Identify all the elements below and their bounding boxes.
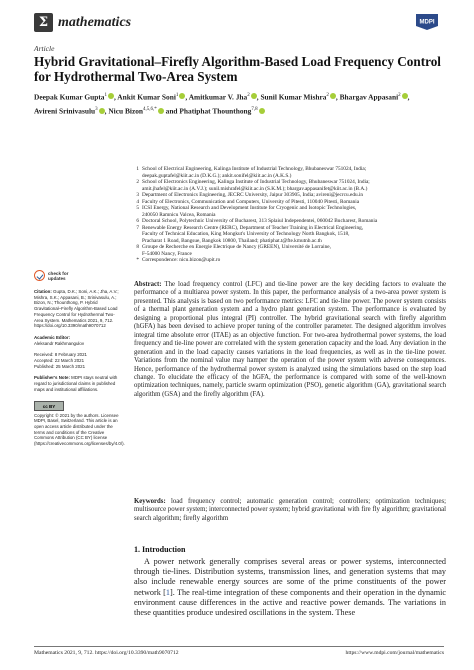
received-date: Received: 8 February 2021	[34, 352, 87, 358]
affiliation-line: Department of Electronics Engineering, JECRC University, Jaipur 303905, India; avireni@jecrcu.edu.in	[142, 192, 364, 198]
affiliation-item	[134, 257, 446, 264]
author-list	[34, 89, 444, 118]
affiliation-text	[142, 179, 446, 192]
citation-link[interactable]: 1	[165, 587, 170, 597]
footer-divider	[34, 646, 444, 647]
keywords-label: Keywords:	[134, 498, 166, 505]
abstract	[134, 281, 446, 399]
citation-label: Citation:	[34, 289, 52, 294]
journal-logo-icon: Σ	[34, 13, 53, 32]
author-affiliation-marker: 2	[398, 93, 401, 98]
author-affiliation-marker: 7,8	[251, 107, 258, 113]
author-affiliation-marker: 1	[175, 93, 179, 98]
author-name[interactable]: Avireni Srinivasulu	[34, 106, 96, 116]
affiliation-line: deepak.guptafel@kiit.ac.in (D.K.G.); ankit.sonifel@kiit.ac.in (A.K.S.)	[142, 172, 292, 179]
orcid-icon[interactable]	[259, 108, 265, 114]
affiliation-number: 3	[136, 192, 139, 198]
author-name[interactable]: Ankit Kumar Soni	[117, 92, 176, 102]
affiliation-line: amit.jhafel@kiit.ac.in (A.V.J.); sunil.mishrafel@kiit.ac.in (S.K.M.); bhargav.appasanifet@kiit.ac.in (B.A.)	[142, 185, 368, 192]
author-affiliation-marker: 4,5,6,*	[143, 107, 157, 113]
affiliation-item	[134, 205, 446, 218]
intro-text-1: A power network generally comprises several areas or power systems, interconnected through tie-lines. Distribution systems, transmission lines, and generation systems that may also include renewable energy sources are some of the prime constituents of the power network [	[134, 557, 446, 597]
abstract-text: The load frequency control (LFC) and tie-line power are the key deciding factors to evaluate the performance of a multiarea power system. In this paper, the performance analysis of a two-area power system is presented. This analysis is based on two performance metrics: LFC and tie-line power. The power system consists of a thermal plant generation system and a hydro plant generation system. The performance is evaluated by designing a proportional plus integral (PI) controller. The hybrid gravitational search with firefly algorithm (hGFA) has been devised to achieve proper tuning of the controller parameter. The designed algorithm involves integral time absolute error (ITAE) as an objective function. For two-area hydrothermal power systems, the load frequency and tie-line power are correlated with the system generation capacity and the load. Any deviation in the generation and in the load capacity causes variations in the load frequencies, as well as in the tie-line power. Variations from the nominal value may hamper the operation of the power system with adverse consequences. Hence, performance of the hydrothermal power system is analyzed using the simulations based on the step load change. To elucidate the efficacy of the hGFA, the performance is compared with some of the well-known optimization techniques, namely, particle swarm optimization (PSO), genetic algorithm (GA), gravitational search algorithm (GSA) and the firefly algorithm (FA).	[134, 281, 447, 398]
affiliation-text	[142, 166, 446, 179]
mdpi-logo-icon	[412, 12, 442, 32]
affiliation-number: 5	[136, 205, 139, 211]
journal-name[interactable]: mathematics	[58, 15, 132, 30]
affiliation-line: Groupe de Recherche en Energie Electrique de Nancy (GREEN), Université de Lorraine,	[142, 244, 331, 250]
article-title: Hybrid Gravitational–Firefly Algorithm-Based Load Frequency Control for Hydrothermal Two-Area System	[34, 54, 441, 84]
author-name[interactable]: Phatiphat Thounthong	[179, 106, 252, 116]
keywords-text: load frequency control; automatic generation control; controllers; optimization techniques; multisource power system; interconnected power system; hybrid gravitational with fire fly algorithm; gravitational search algorithm; firefly algorithm	[134, 498, 446, 522]
accepted-date: Accepted: 22 March 2021	[34, 358, 85, 364]
author-separator: and	[163, 106, 180, 116]
affiliation-line: School of Electrical Engineering, Kalinga Institute of Industrial Technology, Bhubaneswar 751024, India;	[142, 166, 367, 172]
author-affiliation-marker: 3	[95, 107, 98, 113]
section-heading-introduction: 1. Introduction	[134, 545, 186, 554]
author-affiliation-marker: 2	[326, 93, 329, 98]
footer-journal-url[interactable]: https://www.mdpi.com/journal/mathematics	[345, 650, 444, 656]
author-affiliation-marker: 1	[104, 93, 107, 98]
affiliation-item	[134, 244, 446, 257]
publisher-note-text: MDPI stays neutral with regard to jurisdictional claims in published maps and institutional affiliations.	[34, 375, 118, 392]
author-name[interactable]: Bhargav Appasani	[339, 92, 399, 102]
citation-block	[34, 289, 122, 329]
introduction-paragraph	[134, 557, 446, 618]
author-separator: ,	[104, 106, 109, 116]
editor-name: Aleksandr Rakhmangulov	[34, 340, 85, 346]
affiliation-line: F-54000 Nancy, France	[142, 250, 192, 257]
author-name[interactable]: Sunil Kumar Mishra	[260, 92, 327, 102]
affiliation-line: Renewable Energy Research Centre (RERC), Department of Teacher Training in Electrical Engineering,	[142, 224, 364, 231]
author-separator: ,	[185, 92, 189, 102]
affiliation-text	[142, 225, 446, 245]
affiliation-number: 7	[136, 224, 139, 231]
affiliation-number: *	[136, 257, 139, 263]
check-for-updates-button[interactable]	[34, 270, 122, 281]
affiliation-item	[134, 166, 446, 179]
affiliation-item	[134, 225, 446, 245]
keywords	[134, 498, 446, 523]
author-separator: ,	[407, 92, 410, 102]
affiliations	[134, 166, 446, 264]
affiliation-number: 6	[136, 218, 139, 224]
affiliation-number: 8	[136, 244, 139, 250]
check-updates-line1: check for	[48, 270, 69, 276]
editor-block	[34, 335, 122, 346]
published-date: Published: 25 March 2021	[34, 363, 86, 369]
copyright-text: Copyright: © 2021 by the authors. Licensee MDPI, Basel, Switzerland. This article is an open access article distributed under the terms and conditions of the Creative Commons Attribution (CC BY) license (https://creativecommons.org/licenses/by/4.0/).	[34, 412, 125, 447]
author-affiliation-marker: 2	[247, 93, 250, 98]
affiliation-text	[142, 205, 446, 218]
author-separator: ,	[335, 92, 340, 102]
dates-block	[34, 352, 122, 369]
sidebar	[34, 270, 125, 447]
affiliation-text	[142, 257, 446, 264]
author-separator: ,	[114, 92, 118, 102]
check-updates-line2: updates	[48, 275, 66, 281]
mdpi-logo-text: MDPI	[419, 19, 435, 26]
cc-by-license-icon[interactable]: cc BY	[34, 401, 64, 411]
affiliation-number: 2	[136, 179, 139, 185]
affiliation-line: Doctoral School, Polytechnic University of Bucharest, 313 Splaiul Independentei, 060042 Bucharest, Romania	[142, 218, 378, 224]
affiliation-number: 1	[136, 166, 139, 172]
citation-text: Gupta, D.K.; Soni, A.K.; Jha, A.V.; Mishra, S.K.; Appasani, B.; Srinivasulu, A.; Bizon, N.; Thounthong, P. Hybrid Gravitational–Firefly Algorithm-Based Load Frequency Control for Hydrothermal Two-Area System. Mathematics 2021, 9, 712. https://doi.org/10.3390/math9070712	[34, 289, 119, 329]
editor-label: Academic Editor:	[34, 334, 71, 340]
affiliation-line: Faculty of Technical Education, King Mongkut's University of Technology North Bangkok, 1518,	[142, 231, 350, 237]
affiliation-line: Pracharat 1 Road, Bangsue, Bangkok 10800, Thailand; phatiphat.t@fte.kmutnb.ac.th	[142, 237, 322, 244]
affiliation-line: Correspondence: nicu.bizon@upit.ro	[142, 257, 221, 263]
abstract-label: Abstract:	[134, 281, 162, 288]
check-updates-icon	[34, 270, 45, 281]
article-type: Article	[34, 44, 55, 53]
author-separator: ,	[256, 92, 261, 102]
publisher-note-label: Publisher's Note:	[34, 375, 70, 381]
affiliation-number: 4	[136, 198, 139, 205]
affiliation-line: Faculty of Electronics, Communication and Computers, University of Pitesti, 110040 Pitesti, Romania	[142, 198, 360, 205]
intro-text-2: ]. The real-time integration of these components and their operation in the dynamic environment cause differences in the active and reactive power demands. The variations in these quantities produce undesired oscillations in the system. These	[134, 587, 446, 618]
footer-citation: Mathematics 2021, 9, 712. https://doi.org/10.3390/math9070712	[34, 650, 179, 656]
author-name[interactable]: Deepak Kumar Gupta	[34, 92, 105, 102]
affiliation-line: ICSI Energy, National Research and Development Institute for Cryogenic and Isotopic Technologies,	[142, 205, 357, 211]
affiliation-item	[134, 179, 446, 192]
affiliation-line: 240050 Ramnicu Valcea, Romania	[142, 211, 216, 218]
publisher-note-block	[34, 375, 122, 392]
author-name[interactable]: Nicu Bizon	[108, 106, 144, 116]
affiliation-text	[142, 244, 446, 257]
affiliation-line: School of Electronics Engineering, Kalinga Institute of Industrial Technology, Bhubaneswar 751024, India;	[142, 179, 370, 185]
author-name[interactable]: Amitkumar V. Jha	[188, 92, 248, 102]
